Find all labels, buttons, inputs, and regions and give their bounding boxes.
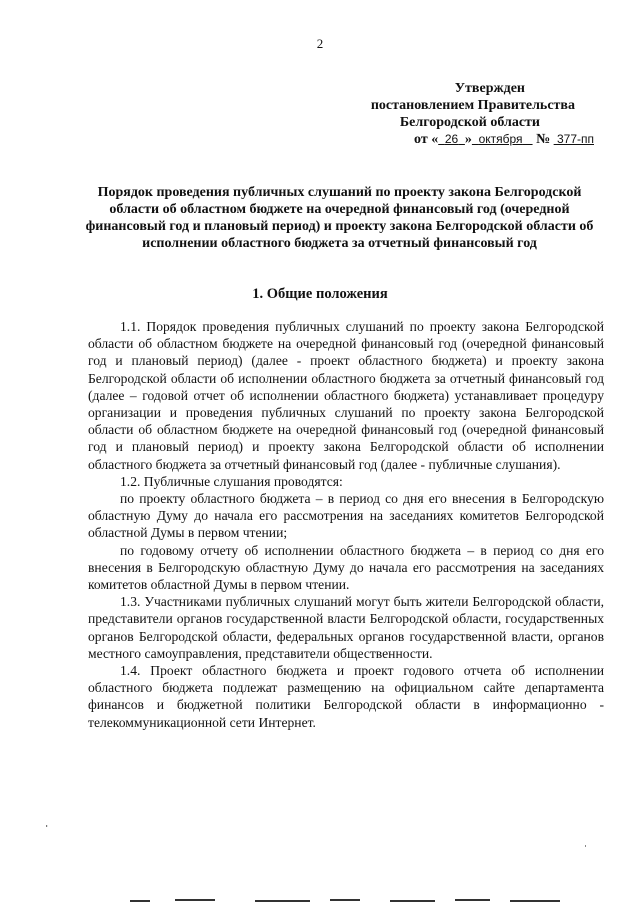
paragraph-1-2-a: по проекту областного бюджета – в период со дня его внесения в Белгородскую областную Думу до начала его рассмотрения на заседаниях комитетов Белгородской областной Думы в первом чтении; (88, 491, 604, 541)
approval-day: 26 (444, 132, 459, 146)
approval-month: октября (478, 132, 523, 146)
approval-line-approved: Утвержден (454, 81, 525, 96)
date-prefix: от (414, 132, 428, 147)
quote-open: « (431, 132, 439, 147)
approval-number: 377-пп (556, 132, 594, 146)
paragraph-1-3: 1.3. Участниками публичных слушаний могут быть жители Белгородской области, представители органов государственной власти Белгородской области, государственных органов Белгородской области, федеральных органов государственной власти, органов местного самоуправления, представители общественности. (88, 594, 604, 661)
approval-line-region: Белгородской области (399, 115, 540, 130)
paragraph-1-2: 1.2. Публичные слушания проводятся: (120, 473, 343, 489)
paragraph-1-2-b: по годовому отчету об исполнении областного бюджета – в период со дня его внесения в Белгородскую областную Думу до начала его рассмотрения на заседаниях комитетов областной Думы в первом чтении. (88, 542, 604, 593)
document-body (88, 318, 604, 731)
number-sign: № (536, 132, 551, 147)
document-title: Порядок проведения публичных слушаний по проекту закона Белгородской области об областном бюджете на очередной финансовый год (очередной финансовый год и плановый период) и проекту закона Белгородской области об исполнении областного бюджета за отчетный финансовый год (85, 185, 594, 251)
quote-close: » (464, 132, 472, 147)
approval-date-line (350, 131, 600, 148)
approval-line-resolution: постановлением Правительства (370, 98, 575, 113)
section-heading: 1. Общие положения (252, 286, 388, 302)
paragraph-1-4: 1.4. Проект областного бюджета и проект годового отчета об исполнении областного бюджета подлежат размещению на официальном сайте департамента финансов и бюджетной политики Белгородской области в информационно - телекоммуникационной сети Интернет. (88, 663, 604, 730)
page-number: 2 (316, 36, 324, 51)
approval-stamp (350, 80, 600, 148)
paragraph-1-1: 1.1. Порядок проведения публичных слушаний по проекту закона Белгородской области об областном бюджете на очередной финансовый год (очередной финансовый год и плановый период) (далее - проект областного бюджета) и проекту закона Белгородской области об исполнении областного бюджета за отчетный финансовый год (далее – годовой отчет об исполнении областного бюджета) устанавливает процедуру организации и проведения публичных слушаний по проекту закона Белгородской области об областном бюджете на очередной финансовый год (очередной финансовый год и плановый период) и проекту закона Белгородской области об исполнении областного бюджета за отчетный финансовый год (далее - публичные слушания). (88, 319, 604, 472)
